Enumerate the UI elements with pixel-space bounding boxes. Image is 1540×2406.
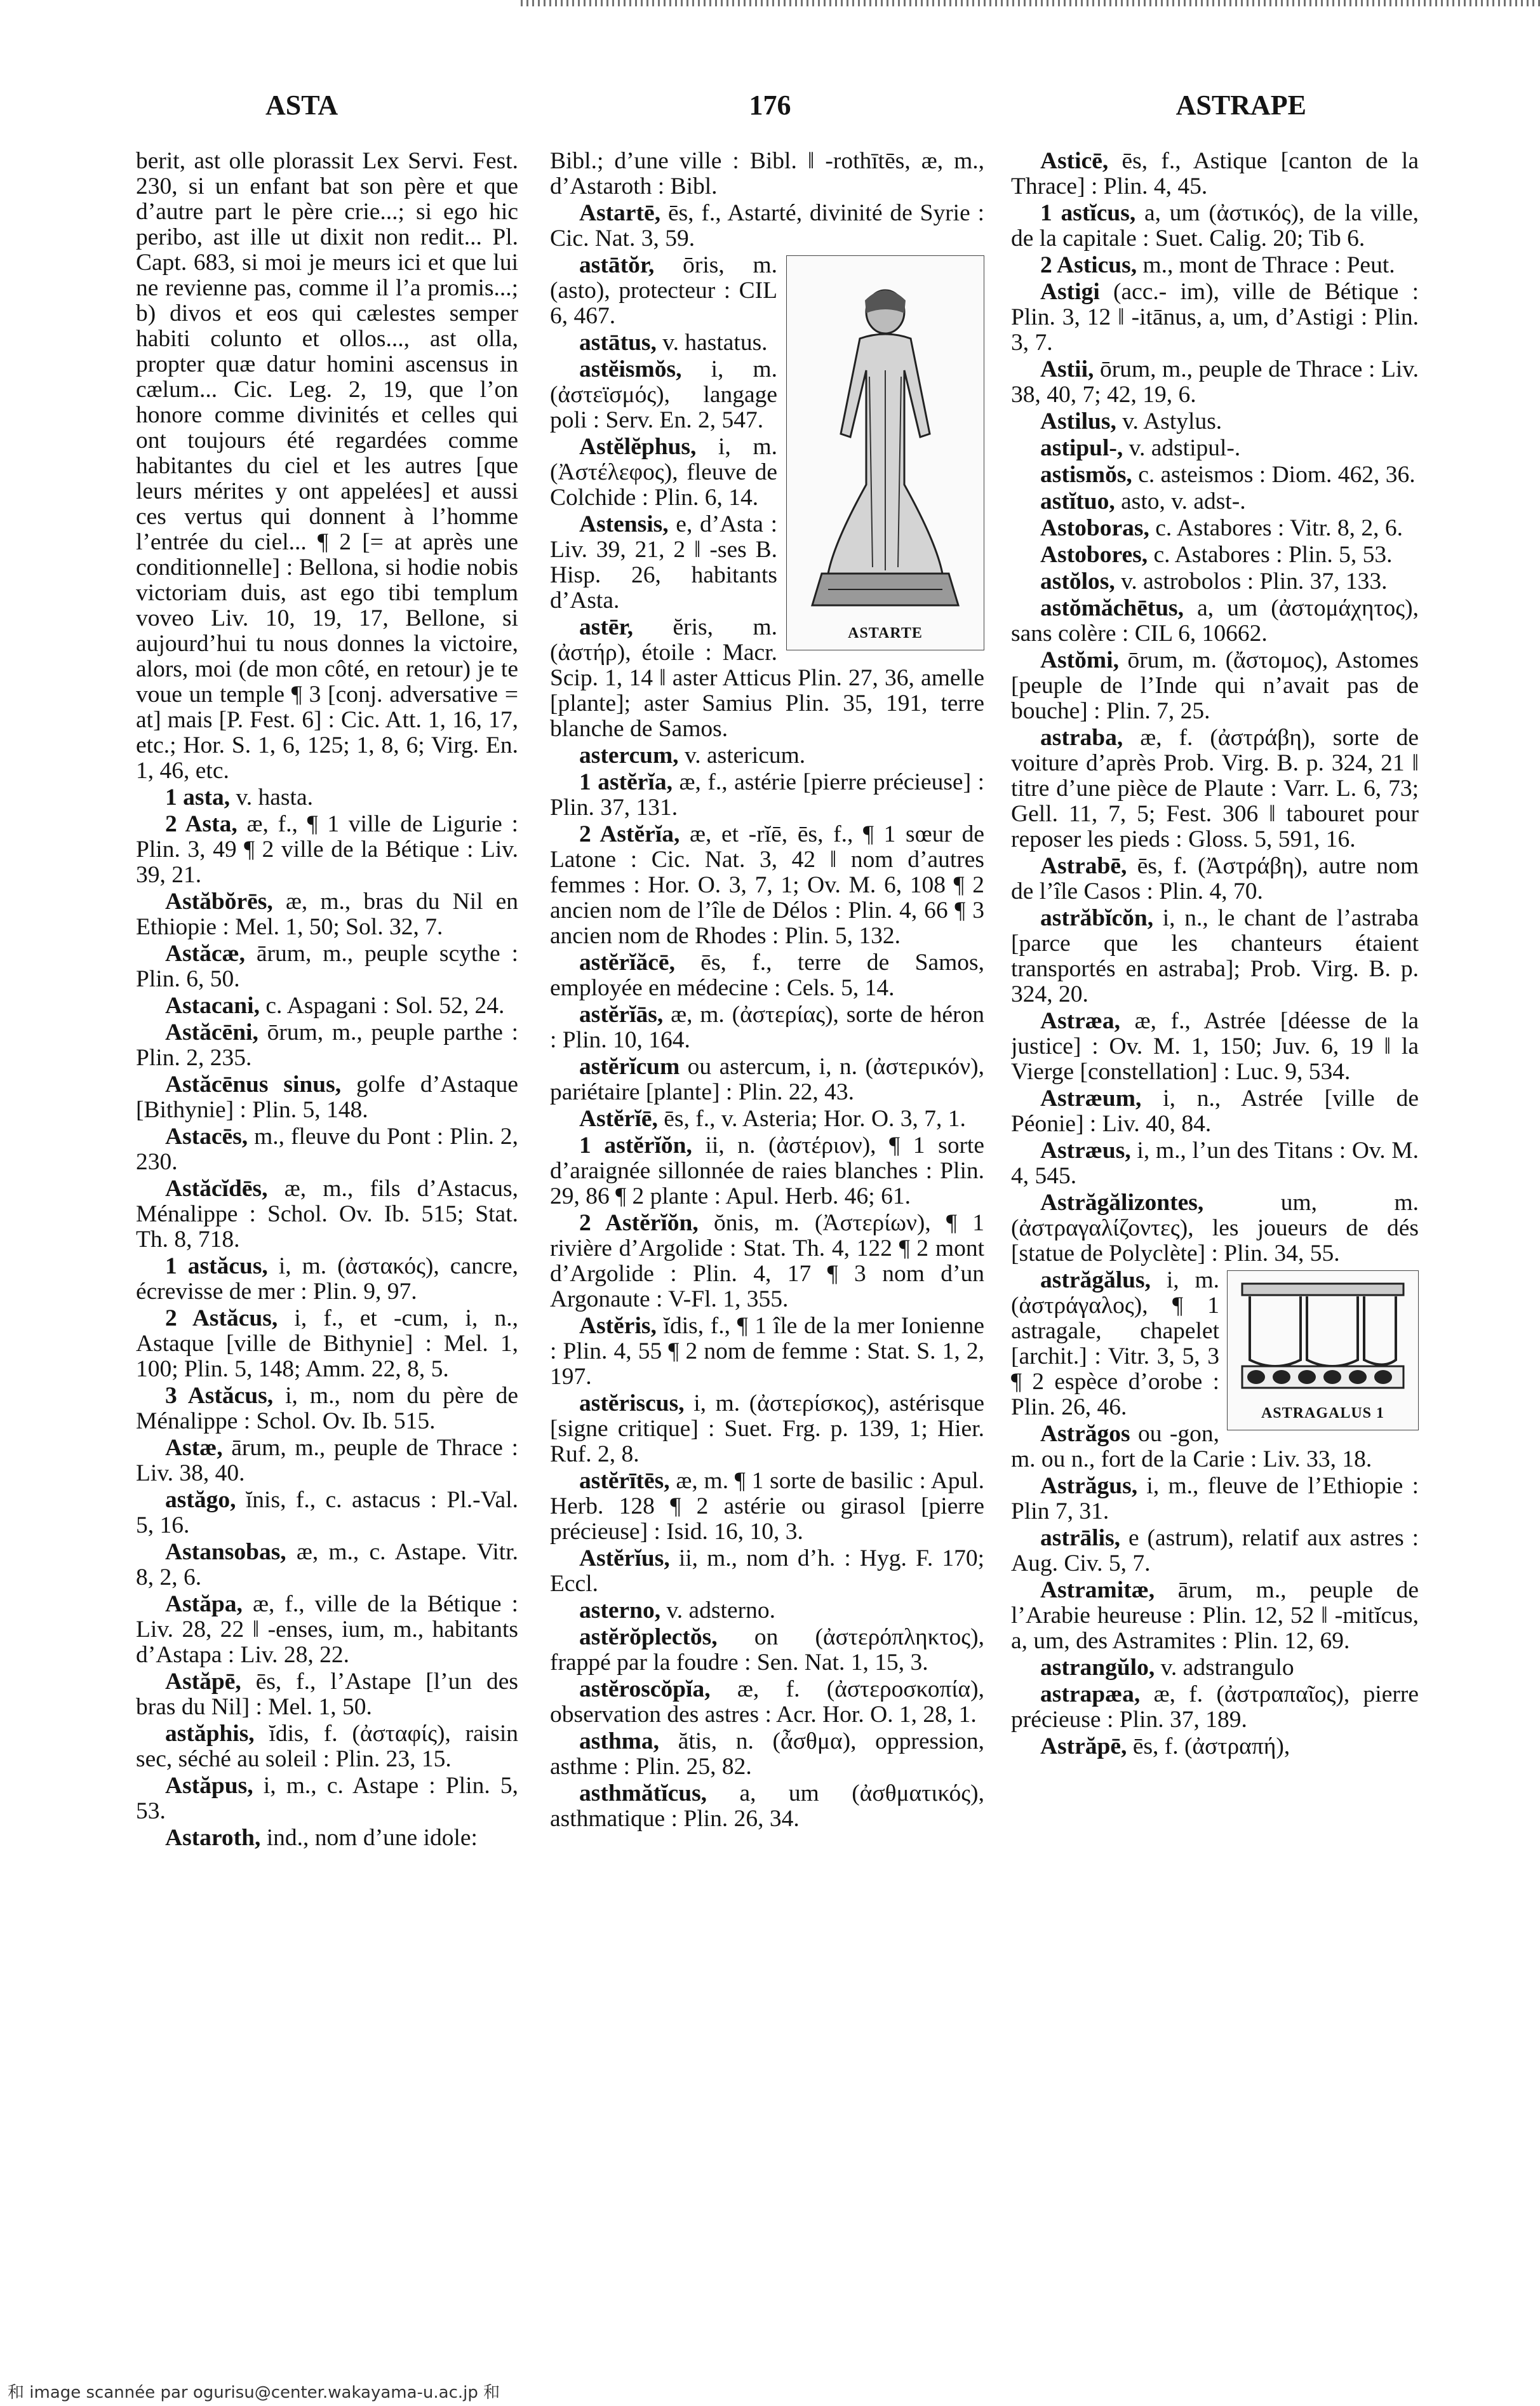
entry-definition: c. Astabores : Plin. 5, 53.	[1153, 542, 1393, 568]
dictionary-entry	[550, 1054, 984, 1105]
entry-definition: berit, ast olle plorassit Lex Servi. Fest. 230, si un enfant bat son père et que d’autre part le père crie...; si ego hic peribo, ast ille ut dixit non redit... Pl. Capt. 683, si moi je meurs ici et que lui ne revienne pas, comme il l’a promis...; b) divos et eos qui cælestes semper habiti colunto et ollos..., ast olla, propter quæ datur homini ascensus in cælum... Cic. Leg. 2, 19, que l’on honore comme divinités et celles qui ont toujours été regardées comme habitantes du ciel et les autres [que leurs mérites y ont appelées] et aussi ces vertus qui donnent à l’homme l’entrée du ciel... ¶ 2 [= at après une conditionnelle] : Bellona, si hodie nobis victoriam duis, ast ego tibi templum voveo Liv. 10, 19, 17, Bellone, si aujourd’hui tu nous donnes la victoire, alors, moi (de mon côté, en retour) je te voue un temple ¶ 3 [conj. adversative = at] mais [P. Fest. 6] : Cic. Att. 1, 16, 17, etc.; Hor. S. 1, 6, 125; 1, 8, 6; Virg. En. 1, 46, etc.	[136, 149, 518, 784]
entry-headword: Astensis,	[579, 511, 669, 537]
entry-headword: astātus,	[579, 330, 657, 356]
entry-definition: æ, f. (ἀστράβη), sorte de voiture d’après Prob. Virg. B. p. 324, 21 ‖ titre d’une pièce de Plaute : Varr. L. 6, 73; Gell. 11, 7, 5; Fest. 306 ‖ tabouret pour reposer les pieds : Gloss. 5, 591, 16.	[1011, 725, 1419, 852]
dictionary-entry	[1011, 409, 1419, 434]
entry-definition: (acc.- im), ville de Bétique : Plin. 3, 12 ‖ -itānus, a, um, d’Astigi : Plin. 3, 7.	[1011, 279, 1419, 356]
header-left-guideword: ASTA	[265, 90, 338, 121]
entry-headword: Astăbŏrēs,	[165, 889, 273, 915]
dictionary-entry	[136, 1488, 518, 1538]
entry-definition: æ, m. ¶ 1 sorte de basilic : Apul. Herb. 128 ¶ 2 astérie ou girasol [pierre précieuse] : Isid. 16, 10, 3.	[550, 1468, 984, 1545]
dictionary-entry	[136, 1176, 518, 1253]
astarte-figure-drawing	[809, 275, 961, 618]
entry-definition: æ, f., ¶ 1 ville de Ligurie : Plin. 3, 49 ¶ 2 ville de la Bétique : Liv. 39, 21.	[136, 811, 518, 888]
entry-definition: ĭdis, f. (ἀσταφίς), raisin sec, séché au soleil : Plin. 23, 15.	[136, 1721, 518, 1772]
astragalus-illustration	[1227, 1270, 1419, 1430]
entry-definition: ōrum, m., peuple de Thrace : Liv. 38, 40, 7; 42, 19, 6.	[1011, 356, 1419, 408]
header-right-guideword: ASTRAPE	[1175, 90, 1306, 121]
dictionary-entry	[136, 1020, 518, 1071]
dictionary-entry	[1011, 1138, 1419, 1189]
dictionary-entry	[550, 1314, 984, 1390]
entry-headword: Astrăgos	[1040, 1421, 1130, 1447]
entry-headword: Astobores,	[1040, 542, 1148, 568]
entry-definition: v. Astylus.	[1122, 408, 1222, 434]
entry-headword: Astăpē,	[165, 1669, 241, 1695]
dictionary-entry	[550, 1211, 984, 1312]
entry-headword: Astăpa,	[165, 1591, 243, 1617]
entry-definition: golfe d’Astaque [Bithynie] : Plin. 5, 148.	[136, 1072, 518, 1123]
dictionary-entry	[136, 1306, 518, 1382]
dictionary-entry	[1011, 253, 1419, 278]
entry-definition: i, m., c. Astape : Plin. 5, 53.	[136, 1773, 518, 1824]
entry-definition: ōrum, m., peuple parthe : Plin. 2, 235.	[136, 1019, 518, 1071]
entry-headword: 2 Astăcus,	[165, 1305, 278, 1331]
entry-headword: 2 Asticus,	[1040, 252, 1137, 278]
entry-definition: v. astrobolos : Plin. 37, 133.	[1121, 568, 1388, 595]
dictionary-entry	[136, 1435, 518, 1486]
entry-headword: 1 astĭcus,	[1040, 200, 1136, 226]
dictionary-entry	[1011, 1474, 1419, 1524]
entry-headword: astăgo,	[165, 1487, 236, 1513]
entry-definition: ārum, m., peuple scythe : Plin. 6, 50.	[136, 941, 518, 992]
entry-headword: astēr,	[579, 614, 634, 640]
entry-definition: ii, m., nom d’h. : Hyg. F. 170; Eccl.	[550, 1545, 984, 1597]
entry-headword: Astăcĭdēs,	[165, 1176, 268, 1202]
entry-definition: ēs, f., Astique [canton de la Thrace] : Plin. 4, 45.	[1011, 149, 1419, 199]
entry-headword: astĭtuo,	[1040, 488, 1115, 514]
entry-definition: æ, f., Astrée [déesse de la justice] : Ov. M. 1, 150; Juv. 6, 19 ‖ la Vierge [constellation] : Luc. 9, 534.	[1011, 1008, 1419, 1085]
entry-definition: asto, v. adst-.	[1121, 488, 1246, 514]
entry-definition: i, f., et -cum, i, n., Astaque [ville de Bithynie] : Mel. 1, 100; Plin. 5, 148; Amm. 22, 8, 5.	[136, 1305, 518, 1382]
entry-headword: Astrăpē,	[1040, 1733, 1127, 1759]
dictionary-entry	[136, 1540, 518, 1590]
entry-definition: c. asteismos : Diom. 462, 36.	[1138, 462, 1416, 488]
entry-definition: i, m. (Ἀστέλεφος), fleuve de Colchide : Plin. 6, 14.	[550, 434, 777, 511]
entry-definition: v. adsterno.	[666, 1597, 775, 1623]
entry-definition: ēs, f. (Ἀστράβη), autre nom de l’île Casos : Plin. 4, 70.	[1011, 853, 1419, 904]
entry-headword: Astăpus,	[165, 1773, 253, 1799]
entry-definition: i, n., le chant de l’astraba [parce que les chanteurs étaient transportés en astraba]; Prob. Virg. B. p. 324, 20.	[1011, 905, 1419, 1007]
entry-headword: astĕismŏs,	[579, 356, 682, 382]
entry-headword: asterno,	[579, 1597, 661, 1623]
entry-headword: astŏlos,	[1040, 568, 1115, 595]
dictionary-entry	[1011, 279, 1419, 356]
entry-definition: ēs, f., v. Asteria; Hor. O. 3, 7, 1.	[664, 1106, 966, 1132]
astragalus-molding-drawing	[1237, 1277, 1409, 1398]
entry-headword: 1 astăcus,	[165, 1253, 268, 1279]
entry-headword: astrālis,	[1040, 1525, 1121, 1551]
dictionary-entry	[136, 1825, 518, 1851]
entry-definition: ind., nom d’une idole:	[266, 1825, 478, 1851]
dictionary-entry	[136, 1124, 518, 1175]
entry-definition: c. Aspagani : Sol. 52, 24.	[265, 993, 505, 1019]
entry-definition: ătis, n. (ἆσθμα), oppression, asthme : Plin. 25, 82.	[550, 1728, 984, 1780]
entry-definition: æ, m. (ἀστερίας), sorte de héron : Plin. 10, 164.	[550, 1002, 984, 1053]
entry-headword: astrapæa,	[1040, 1681, 1141, 1707]
entry-headword: 1 astĕrĭa,	[579, 769, 673, 795]
dictionary-entry	[550, 201, 984, 252]
dictionary-entry	[550, 1391, 984, 1467]
dictionary-entry	[1011, 1578, 1419, 1654]
page-number: 176	[749, 90, 791, 121]
scan-credit: 和 image scannée par ogurisu@center.wakayama-u.ac.jp 和	[0, 2379, 1540, 2406]
entry-definition: ōrum, m. (ἄστομος), Astomes [peuple de l’Inde qui n’avait pas de bouche] : Plin. 7, 25.	[1011, 647, 1419, 724]
dictionary-entry	[550, 743, 984, 769]
entry-headword: 1 asta,	[165, 784, 231, 810]
running-header	[0, 75, 1540, 132]
entry-headword: Astrăgus,	[1040, 1473, 1138, 1499]
entry-headword: asthmătĭcus,	[579, 1780, 707, 1806]
entry-definition: ārum, m., peuple de Thrace : Liv. 38, 40.	[136, 1435, 518, 1486]
entry-headword: Astacani,	[165, 993, 260, 1019]
dictionary-entry	[550, 1546, 984, 1597]
dictionary-entry	[1011, 516, 1419, 541]
entry-headword: astŏmăchētus,	[1040, 595, 1184, 621]
dictionary-entry	[1011, 542, 1419, 568]
dictionary-entry	[136, 1773, 518, 1824]
entry-definition: v. astericum.	[684, 743, 806, 769]
entry-definition: v. hastatus.	[662, 330, 768, 356]
entry-headword: Astĕlĕphus,	[579, 434, 697, 460]
dictionary-entry	[550, 1133, 984, 1209]
entry-definition: ēs, f., l’Astape [l’un des bras du Nil] : Mel. 1, 50.	[136, 1669, 518, 1720]
entry-headword: astĕrĭcum	[579, 1054, 680, 1080]
dictionary-entry	[550, 1729, 984, 1780]
entry-definition: ĭdis, f., ¶ 1 île de la mer Ionienne : Plin. 4, 55 ¶ 2 nom de femme : Stat. S. 1, 2, 197.	[550, 1313, 984, 1390]
entry-headword: Astĕris,	[579, 1313, 657, 1339]
entry-definition: ŏnis, m. (Ἀστερίων), ¶ 1 rivière d’Argolide : Stat. Th. 4, 122 ¶ 2 mont d’Argolide : Plin. 4, 17 ¶ 3 nom d’un Argonaute : V-Fl. 1, 355.	[550, 1210, 984, 1312]
entry-definition: æ, m., fils d’Astacus, Ménalippe : Schol. Ov. Ib. 515; Stat. Th. 8, 718.	[136, 1176, 518, 1253]
entry-definition: i, m. (ἀστερίσκος), astérisque [signe critique] : Suet. Frg. p. 139, 1; Hier. Ruf. 2, 8.	[550, 1390, 984, 1467]
dictionary-entry	[1011, 1655, 1419, 1681]
entry-headword: 2 Astĕrĭŏn,	[579, 1210, 699, 1236]
entry-definition: e, d’Asta : Liv. 39, 21, 2 ‖ -ses B. Hisp. 26, habitants d’Asta.	[550, 511, 777, 614]
entry-headword: 2 Astĕrĭa,	[579, 821, 680, 847]
column-3	[1011, 149, 1419, 2308]
entry-headword: Asticē,	[1040, 149, 1109, 174]
dictionary-entry	[550, 770, 984, 821]
astragalus-caption: ASTRAGALUS 1	[1261, 1405, 1385, 1421]
dictionary-entry	[550, 1002, 984, 1053]
entry-definition: ēs, f., Astarté, divinité de Syrie : Cic. Nat. 3, 59.	[550, 200, 984, 252]
dictionary-entry	[1011, 201, 1419, 252]
dictionary-entry	[1011, 596, 1419, 647]
column-1	[136, 149, 518, 2308]
dictionary-entry	[136, 1383, 518, 1434]
entry-headword: astĕriscus,	[579, 1390, 685, 1416]
entry-headword: astātŏr,	[579, 252, 655, 278]
dictionary-entry	[1011, 906, 1419, 1007]
dictionary-entry	[1011, 569, 1419, 595]
dictionary-entry	[550, 1625, 984, 1676]
entry-headword: Astansobas,	[165, 1539, 286, 1565]
dictionary-entry	[136, 889, 518, 940]
entry-definition: æ, f., astérie [pierre précieuse] : Plin. 37, 131.	[550, 769, 984, 821]
dictionary-entry	[550, 950, 984, 1001]
entry-definition: i, m., l’un des Titans : Ov. M. 4, 545.	[1011, 1138, 1419, 1189]
dictionary-entry	[550, 1677, 984, 1728]
entry-definition: c. Astabores : Vitr. 8, 2, 6.	[1155, 515, 1403, 541]
entry-definition: ēs, f., terre de Samos, employée en médecine : Cels. 5, 14.	[550, 950, 984, 1001]
entry-headword: astĕrĭăcē,	[579, 950, 675, 976]
dictionary-entry	[550, 1468, 984, 1545]
dictionary-entry	[136, 993, 518, 1019]
entry-definition: on (ἀστερόπληκτος), frappé par la foudre : Sen. Nat. 1, 15, 3.	[550, 1624, 984, 1676]
dictionary-entry	[1011, 462, 1419, 488]
entry-definition: i, m., fleuve de l’Ethiopie : Plin 7, 31.	[1011, 1473, 1419, 1524]
entry-headword: astĕrītēs,	[579, 1468, 670, 1494]
dictionary-entry	[1011, 725, 1419, 852]
dictionary-entry	[1011, 648, 1419, 724]
entry-headword: astipul-,	[1040, 435, 1123, 461]
dictionary-entry	[136, 1721, 518, 1772]
entry-headword: Astĕrĭē,	[579, 1106, 658, 1132]
dictionary-entry	[550, 1781, 984, 1832]
entry-definition: i, m. (ἀστεϊσμός), langage poli : Serv. En. 2, 547.	[550, 356, 778, 433]
dictionary-entry	[1011, 1086, 1419, 1137]
entry-headword: Astramitæ,	[1040, 1577, 1155, 1603]
entry-definition: æ, f. (ἀστεροσκοπία), observation des astres : Acr. Hor. O. 1, 28, 1.	[550, 1676, 984, 1728]
entry-headword: Astaroth,	[165, 1825, 261, 1851]
entry-definition: ēs, f. (ἀστραπή),	[1132, 1733, 1290, 1759]
entry-headword: asthma,	[579, 1728, 660, 1754]
entry-headword: astercum,	[579, 743, 679, 769]
dictionary-entry	[1011, 357, 1419, 408]
entry-headword: 1 astĕrĭŏn,	[579, 1132, 692, 1159]
entry-definition: i, m., nom du père de Ménalippe : Schol. Ov. Ib. 515.	[136, 1383, 518, 1434]
entry-headword: Astræa,	[1040, 1008, 1121, 1034]
dictionary-entry	[136, 1592, 518, 1668]
astarte-illustration	[786, 255, 984, 650]
entry-definition: i, n., Astrée [ville de Péonie] : Liv. 40, 84.	[1011, 1085, 1419, 1137]
entry-headword: Astartē,	[579, 200, 661, 226]
entry-definition: um, m. (ἀστραγαλίζοντες), les joueurs de dés [statue de Polyclète] : Plin. 34, 55.	[1011, 1190, 1419, 1267]
entry-definition: æ, et -rĭē, ēs, f., ¶ 1 sœur de Latone : Cic. Nat. 3, 42 ‖ nom d’autres femmes : Hor. O. 3, 7, 1; Ov. M. 6, 108 ¶ 2 ancien nom de l’île de Délos : Plin. 4, 66 ¶ 3 ancien nom de Rhodes : Plin. 5, 132.	[550, 821, 984, 949]
entry-headword: astraba,	[1040, 725, 1123, 751]
entry-definition: v. hasta.	[236, 784, 313, 810]
entry-headword: astismŏs,	[1040, 462, 1132, 488]
entry-definition: i, m. (ἀστακός), cancre, écrevisse de mer : Plin. 9, 97.	[136, 1253, 518, 1305]
dictionary-entry	[1011, 854, 1419, 904]
dictionary-entry	[136, 1254, 518, 1305]
entry-headword: Astĕrĭus,	[579, 1545, 670, 1571]
entry-definition: ĭnis, f., c. astacus : Pl.-Val. 5, 16.	[136, 1487, 518, 1538]
entry-definition: Bibl.; d’une ville : Bibl. ‖ -rothītēs, æ, m., d’Astaroth : Bibl.	[550, 149, 984, 199]
entry-headword: astĕrĭās,	[579, 1002, 664, 1028]
dictionary-entry	[1011, 1190, 1419, 1267]
entry-definition: ārum, m., peuple de l’Arabie heureuse : Plin. 12, 52 ‖ -mitĭcus, a, um, des Astramites : Plin. 12, 69.	[1011, 1577, 1419, 1654]
dictionary-entry	[1011, 149, 1419, 199]
entry-headword: astrangŭlo,	[1040, 1655, 1155, 1681]
entry-definition: m., fleuve du Pont : Plin. 2, 230.	[136, 1124, 518, 1175]
entry-definition: e (astrum), relatif aux astres : Aug. Civ. 5, 7.	[1011, 1525, 1419, 1576]
entry-definition: ĕris, m. (ἀστήρ), étoile : Macr. Scip. 1, 14 ‖ aster Atticus Plin. 27, 36, amelle [plante]; aster Samius Plin. 35, 191, terre blanche de Samos.	[550, 614, 984, 742]
dictionary-entry	[1011, 1734, 1419, 1759]
column-2	[550, 149, 984, 2308]
entry-definition: ou -gon, m. ou n., fort de la Carie : Liv. 33, 18.	[1011, 1421, 1372, 1472]
entry-definition: æ, m., bras du Nil en Ethiopie : Mel. 1, 50; Sol. 32, 7.	[136, 889, 518, 940]
entry-headword: Astæ,	[165, 1435, 223, 1461]
dictionary-entry	[550, 149, 984, 199]
dictionary-entry	[136, 1072, 518, 1123]
astarte-caption: ASTARTE	[848, 625, 923, 642]
dictionary-entry	[550, 1598, 984, 1623]
entry-headword: Astŏmi,	[1040, 647, 1119, 673]
entry-headword: astăphis,	[165, 1721, 255, 1747]
entry-headword: Astacēs,	[165, 1124, 248, 1150]
entry-headword: Astræum,	[1040, 1085, 1142, 1112]
entry-headword: astĕroscŏpĭa,	[579, 1676, 711, 1702]
entry-headword: astrăbĭcŏn,	[1040, 905, 1154, 931]
entry-definition: v. adstrangulo	[1160, 1655, 1294, 1681]
entry-headword: Astăcæ,	[165, 941, 246, 967]
entry-definition: ou astercum, i, n. (ἀστερικόν), pariétaire [plante] : Plin. 22, 43.	[550, 1054, 984, 1105]
dictionary-entry	[136, 785, 518, 810]
entry-headword: Astoboras,	[1040, 515, 1149, 541]
entry-definition: ōris, m. (asto), protecteur : CIL 6, 467.	[550, 252, 778, 329]
dictionary-entry	[550, 1106, 984, 1132]
entry-definition: i, m. (ἀστράγαλος), ¶ 1 astragale, chapelet [archit.] : Vitr. 3, 5, 3 ¶ 2 espèce d’orobe : Plin. 26, 46.	[1011, 1267, 1219, 1420]
entry-definition: ii, n. (ἀστέριον), ¶ 1 sorte d’araignée sillonnée de raies blanches : Plin. 29, 86 ¶ 2 plante : Apul. Herb. 46; 61.	[550, 1132, 984, 1209]
entry-definition: æ, f., ville de la Bétique : Liv. 28, 22 ‖ -enses, ium, m., habitants d’Astapa : Liv. 28, 22.	[136, 1591, 518, 1668]
entry-headword: Astăcēni,	[165, 1019, 258, 1045]
entry-headword: astrăgălus,	[1040, 1267, 1151, 1293]
dictionary-entry	[136, 149, 518, 784]
entry-headword: 2 Asta,	[165, 811, 238, 837]
dictionary-entry	[1011, 1009, 1419, 1085]
dictionary-entry	[136, 941, 518, 992]
entry-headword: 3 Astăcus,	[165, 1383, 274, 1409]
entry-definition: v. adstipul-.	[1128, 435, 1241, 461]
entry-headword: Astræus,	[1040, 1138, 1131, 1164]
entry-headword: Astrăgălizontes,	[1040, 1190, 1204, 1216]
entry-definition: a, um (ἀσθματικός), asthmatique : Plin. 26, 34.	[550, 1780, 984, 1832]
dictionary-entry	[136, 1669, 518, 1720]
entry-definition: æ, m., c. Astape. Vitr. 8, 2, 6.	[136, 1539, 518, 1590]
entry-headword: astĕrŏplectŏs,	[579, 1624, 718, 1650]
entry-definition: a, um (ἀστικός), de la ville, de la capitale : Suet. Calig. 20; Tib 6.	[1011, 200, 1419, 252]
entry-headword: Astii,	[1040, 356, 1094, 382]
dictionary-entry	[136, 812, 518, 888]
top-decorative-rule	[521, 0, 1540, 6]
entry-definition: æ, f. (ἀστραπαῖος), pierre précieuse : Plin. 37, 189.	[1011, 1681, 1419, 1733]
entry-definition: a, um (ἀστομάχητος), sans colère : CIL 6, 10662.	[1011, 595, 1419, 647]
dictionary-entry	[1011, 1526, 1419, 1576]
entry-definition: m., mont de Thrace : Peut.	[1142, 252, 1395, 278]
entry-headword: Astigi	[1040, 279, 1100, 305]
entry-headword: Astilus,	[1040, 408, 1116, 434]
dictionary-entry	[1011, 1682, 1419, 1733]
entry-headword: Astrabē,	[1040, 853, 1127, 879]
dictionary-entry	[550, 822, 984, 949]
entry-headword: Astăcēnus sinus,	[165, 1072, 342, 1098]
dictionary-entry	[1011, 436, 1419, 461]
dictionary-entry	[1011, 489, 1419, 514]
